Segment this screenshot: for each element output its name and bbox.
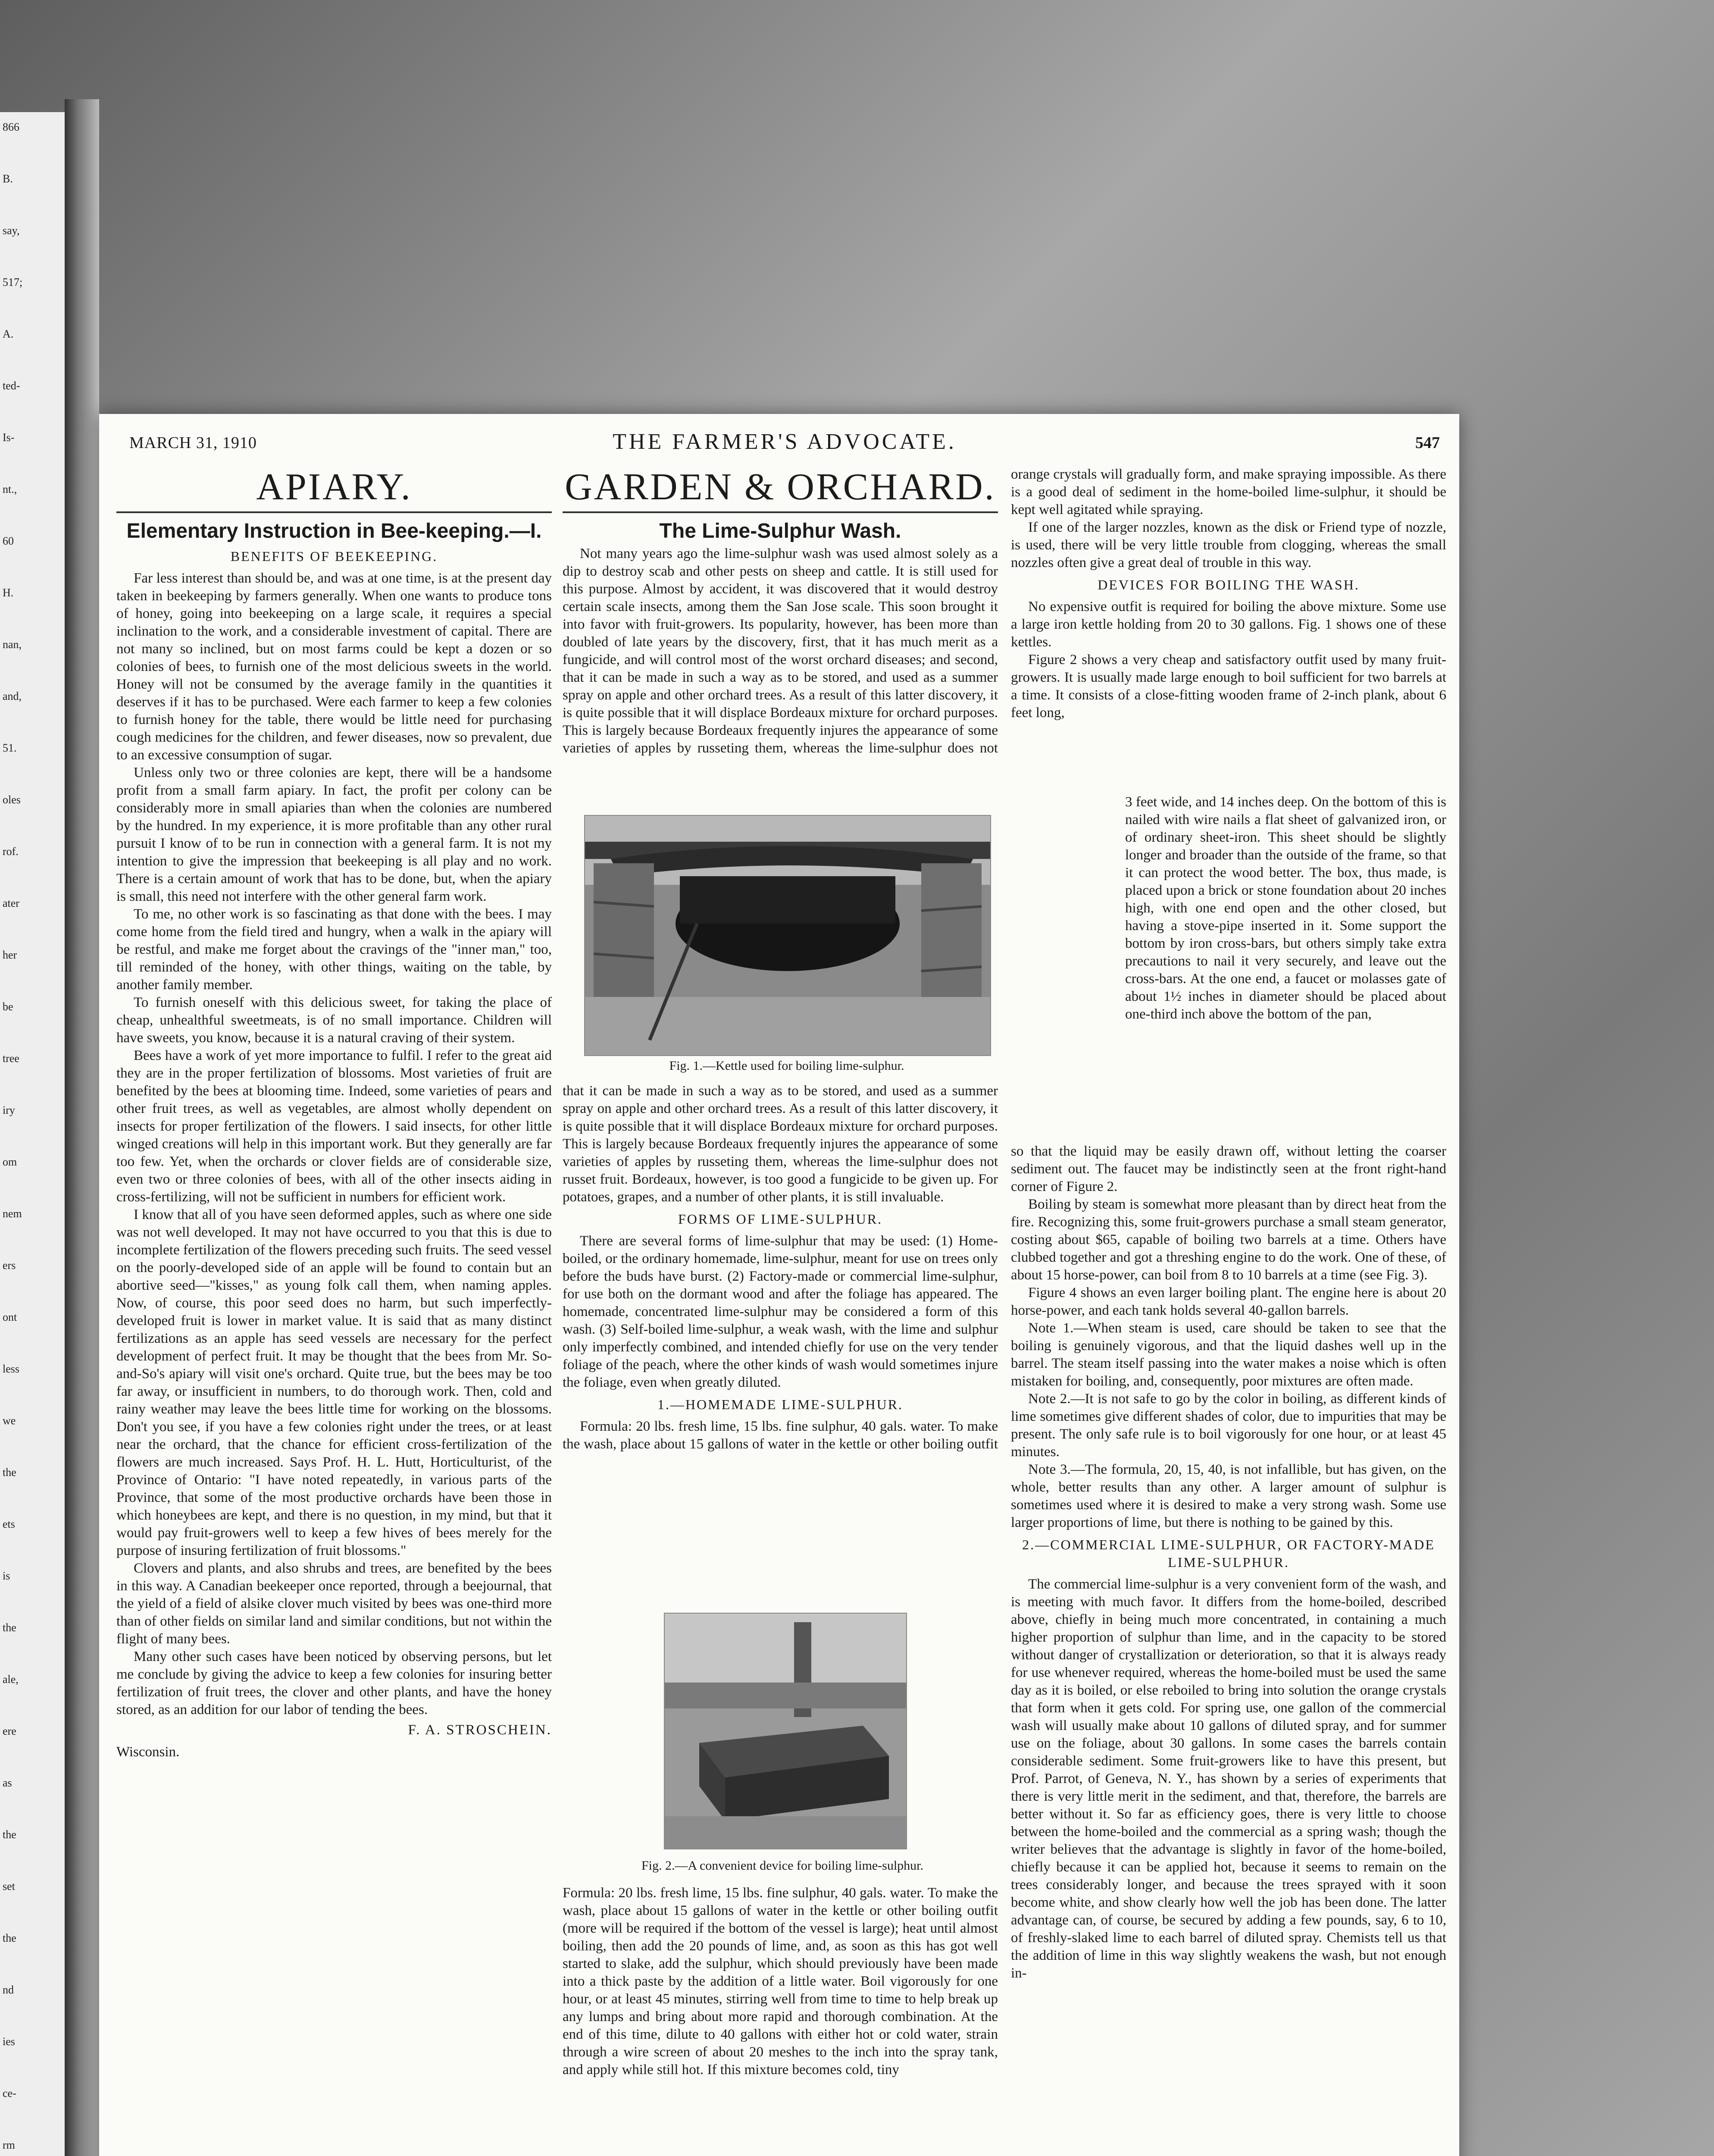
author-signature: F. A. STROSCHEIN. [408,1722,552,1738]
left-page-fragment: iry [3,1104,15,1116]
banner-rule [116,511,552,513]
paragraph: Bees have a work of yet more importance to fulfil. I refer to the great aid they are in the proper fertilization of blossoms. Most varieties of fruit are benefited by the bees at blooming time. Indeed, some varieties of pears and other fruit trees, as well as vegetables, are almost wholly dependent on insects for proper fertilization of the flowers. I said insects, for other little winged creations will help in this important work. But they generally are far too few. Yet, when the orchards or clover fields are of considerable size, even two or three colonies of bees, with all of the other insects aiding in cross-fertilizing, will not be sufficient in numbers for efficient work. [116,1048,552,1205]
subhead-commercial: 2.—COMMERCIAL LIME-SULPHUR, OR FACTORY-MADE LIME-SULPHUR. [1022,1537,1435,1570]
right-column-top [1011,466,1446,722]
left-page-fragment: rm [3,2139,15,2151]
paragraph: Unless only two or three colonies are kept, there will be a handsome profit from a small farm apiary. In fact, the profit per colony can be considerably more in small apiaries than when the colonies are numbered by the hundred. In my experience, it is more profitable than any other rural pursuit I know of to be run in connection with a general farm. It is not my intention to give the impression that beekeeping is all play and no work. There is a certain amount of work that has to be done, but, when the apiary is small, this need not interfere with the other general farm work. [116,765,552,904]
left-page-fragment: ted- [3,379,20,392]
left-page-fragment: the [3,1828,16,1841]
boiling-box-photo-icon [665,1614,906,1849]
author-location: Wisconsin. [116,1744,180,1760]
left-page-fragment: tree [3,1052,19,1065]
left-page-fragment: ater [3,897,19,909]
publication-title: THE FARMER'S ADVOCATE. [613,429,957,454]
issue-date: MARCH 31, 1910 [129,434,257,452]
left-page-fragment: nem [3,1207,22,1220]
paragraph: Far less interest than should be, and was at one time, is at the present day taken in beekeeping by farmers generally. When one wants to produce tons of honey, going into beekeeping on a large scale, it requires a special inclination to the work, and a considerable investment of capital. There are not many so inclined, but on most farms could be kept a dozen or so colonies of bees, to furnish one of the most delicious sweets in the world. Honey will not be consumed by the average family in the quantities it deserves if it has to be purchased. Were each farmer to keep a few colonies to furnish honey for the table, there would be little need for purchasing cough medicines for the children, and fewer diseases, now so prevalent, due to an excessive consumption of sugar. [116,570,552,763]
left-page-fragment: nt., [3,483,17,495]
paragraph-formula: Formula: 20 lbs. fresh lime, 15 lbs. fine sulphur, 40 gals. water. To make the wash, place about 15 gallons of water in the kettle or other boiling outfit (more will be required if the bottom of the vessel is large); heat until almost boiling, then add the 20 pounds of lime, and, as soon as this has got well started to slake, add the sulphur, which should previously have been made into a thick paste by the addition of a little water. Boil vigorously for one hour, or at least 45 minutes, stirring well from time to time to help break up any lumps and bring about more rapid and thorough combination. At the end of this time, dilute to 40 gallons with either hot or cold water, strain through a wire screen of about 20 meshes to the inch into the spray tank, and apply while still hot. If this mixture becomes cold, tiny [563,1885,998,2078]
left-page-fragment: Is- [3,431,15,444]
paragraph-formula-start: Formula: 20 lbs. fresh lime, 15 lbs. fine sulphur, 40 gals. water. To make the wash, place about 15 gallons of water in the kettle or other boiling outfit [563,1419,998,1452]
book-spine [65,99,99,2156]
left-page-fragment: ere [3,1725,16,1737]
left-page-fragment: is [3,1570,10,1582]
subhead-devices: DEVICES FOR BOILING THE WASH. [1098,577,1360,592]
section-banner-garden: GARDEN & ORCHARD. [565,466,996,508]
left-page-fragment: H. [3,586,14,599]
left-page-fragment: 517; [3,276,23,288]
garden-column-top [563,466,998,757]
figure-boiling-box [664,1613,907,1849]
left-page-fragment: oles [3,793,21,806]
left-page-fragment: A. [3,328,14,340]
paragraph: Note 3.—The formula, 20, 15, 40, is not infallible, but has given, on the whole, better results than any other. A larger amount of sulphur is sometimes used where it is desired to make a very strong wash. Some use larger proportions of lime, but there is nothing to be gained by this. [1011,1462,1446,1530]
paragraph: Boiling by steam is somewhat more pleasant than by direct heat from the fire. Recognizing this, some fruit-growers purchase a small steam generator, costing about $65, capable of boiling two barrels at a time. Others have clubbed together and got a threshing engine to do the work. One of these, of about 15 horse-power, can boil from 8 to 10 barrels at a time (see Fig. 3). [1011,1197,1446,1283]
left-page-fragment: rof. [3,845,19,858]
left-page-fragment: the [3,1932,16,1944]
subhead-benefits: BENEFITS OF BEEKEEPING. [230,548,438,564]
left-page-fragment: set [3,1880,15,1893]
paragraph: I know that all of you have seen deformed apples, such as where one side was not well developed. It may not have occurred to you that this is due to incomplete fertilization of the flowers preceding such fruits. The seed vessel on the poorly-developed side of an apple will be found to contain but an abortive seed—"kisses," as young folk call them, when naming apples. Now, of course, this poor seed does no harm, but such imperfectly-developed fruit is lower in market value. It is said that as many distinct fertilizations as an apple has seed vessels are necessary for the perfect development of perfect fruit. It may be thought that the bees from Mr. So-and-So's apiary will visit one's orchard. Quite true, but the bees may be too far away, or insufficient in numbers, to do thorough work. Then, cold and rainy weather may leave the bees little time for working on the blossoms. Don't you see, if you have a few colonies right under the trees, or at least near the orchard, that the chance for efficient cross-fertilization of the flowers are much increased. Says Prof. H. L. Hutt, Horticulturist, of the Province of Ontario: "I have noted repeatedly, in various parts of the Province, that some of the most productive orchards have been those in which honeybees are kept, and there is no question, in my mind, but that it would pay fruit-growers well to keep a few hives of bees merely for the purpose of insuring fertilization of fruit blossoms." [116,1207,552,1558]
paragraph: so that the liquid may be easily drawn off, without letting the coarser sediment out. The faucet may be indistinctly seen at the front right-hand corner of Figure 2. [1011,1144,1446,1194]
subhead-forms: FORMS OF LIME-SULPHUR. [678,1211,883,1227]
left-page-fragment: 866 [3,121,19,133]
paragraph: To furnish oneself with this delicious sweet, for taking the place of cheap, unhealthful sweetmeats, is of no small importance. Children will have sweets, you know, because it is a natural craving of their system. [116,995,552,1046]
paragraph: To me, no other work is so fascinating as that done with the bees. I may come home from the field tired and hungry, when a walk in the apiary will be restful, and make me forget about the cravings of the "inner man," too, till reminded of the honey, with other things, waiting on the table, by another family member. [116,906,552,993]
page-number: 547 [1415,434,1440,452]
article-title-bees: Elementary Instruction in Bee-keeping.—I. [126,520,542,542]
paragraph: Note 2.—It is not safe to go by the color in boiling, as different kinds of lime sometimes give different shades of color, due to impurities that may be present. The only safe rule is to boil vigorously for one hour, or at least 45 minutes. [1011,1391,1446,1460]
paragraph: Note 1.—When steam is used, care should be taken to see that the boiling is genuinely vigorous, and that the liquid dashes well up in the barrel. The steam itself passing into the water makes a noise which is often mistaken for boiling, and, consequently, poor mixtures are often made. [1011,1320,1446,1389]
right-column-bottom [1011,1143,1446,1982]
left-page-fragment: and, [3,690,22,702]
intro-paragraph-start: Not many years ago the lime-sulphur wash was used almost solely as a dip to destroy scab and other pests on sheep and cattle. It is still used for this purpose. Almost by accident, it was discovered that it would destroy certain scale insects, among them the San Jose scale. This soon brought it into favor with fruit-growers. Its popularity, however, has been more than doubled of late years by the discovery, first, that it has much merit as a fungicide, and will control most of the worst orchard diseases; and second, that it can be made in such a way as to be stored, and used as a summer spray on apple and other orchard trees. As a result of this latter discovery, it is quite possible that it will displace Bordeaux mixture for orchard purposes. This is largely because Bordeaux frequently injures the appearance of some varieties of apples by russeting them, whereas the lime-sulphur does not [563,546,998,756]
right-column-narrow [1125,793,1446,1023]
newspaper-page [99,414,1459,2156]
paragraph: Clovers and plants, and also shrubs and trees, are benefited by the bees in this way. A Canadian beekeeper once reported, through a beejournal, that the yield of a field of alsike clover much visited by bees was one-third more than of other fields on similar land and similar conditions, but not within the flight of many bees. [116,1561,552,1647]
section-banner-apiary: APIARY. [256,466,412,508]
garden-column-middle [563,1082,998,1453]
kettle-photo-icon [585,816,990,1055]
paragraph: 3 feet wide, and 14 inches deep. On the bottom of this is nailed with wire nails a flat sheet of galvanized iron, or of ordinary sheet-iron. This sheet should be slightly longer and broader than the outside of the frame, so that it can protect the wood better. The box, thus made, is placed upon a brick or stone foundation about 20 inches high, with one end open and the other closed, but having a stove-pipe inserted in it. Some support the bottom by iron cross-bars, but others simply take extra precautions to nail it very securely, and leave out the cross-bars. At the one end, a faucet or molasses gate of about 1½ inches in diameter should be placed about one-third inch above the bottom of the pan, [1125,794,1446,1022]
paragraph: The commercial lime-sulphur is a very convenient form of the wash, and is meeting with much favor. It differs from the home-boiled, described above, chiefly in being much more concentrated, in containing a much higher proportion of sulphur than lime, and in the capacity to be stored without danger of crystallization or deterioration, so that it is always ready for use whenever required, whereas the home-boiled must be used the same day as it is boiled, or else reboiled to bring into solution the orange crystals that form when it gets cold. For spring use, one gallon of the commercial wash will usually make about 10 gallons of diluted spray, and for summer use on the foliage, about 30 gallons. In some cases the barrels contain considerable sediment. Some fruit-growers like to have this present, but Prof. Parrot, of Geneva, N. Y., has shown by a series of experiments that there is very little merit in the sediment, and that, therefore, the barrels are better without it. So far as efficiency goes, there is very little to choose between the home-boiled and the commercial as a spring wash; though the writer believes that the advantage is slightly in favor of the home-boiled, chiefly because it can be applied hot, because it seems to remain on the trees considerably longer, and because the trees sprayed with it soon become white, and show clearly how well the job has been done. The latter advantage can, of course, be secured by adding a few pounds, say, 6 to 10, of freshly-slaked lime to each barrel of diluted spray. Chemists tell us that the addition of lime in this way slightly weakens the wash, but not enough in- [1011,1576,1446,1981]
left-page-fragment: ies [3,2035,15,2048]
left-page-fragment: say, [3,224,20,237]
left-page-fragment: nan, [3,638,22,651]
previous-page-fragment [0,112,65,2156]
left-page-fragment: B. [3,172,13,185]
left-page-fragment: 60 [3,535,14,547]
left-page-fragment: ets [3,1518,15,1530]
left-page-fragment: om [3,1156,17,1168]
figure-1-caption: Fig. 1.—Kettle used for boiling lime-sulphur. [669,1059,904,1073]
article-title-lime-sulphur: The Lime-Sulphur Wash. [659,520,901,542]
left-page-fragment: nd [3,1984,14,1996]
paragraph: orange crystals will gradually form, and make spraying impossible. As there is a good deal of sediment in the home-boiled lime-sulphur, it should be kept well agitated while spraying. [1011,467,1446,517]
left-page-fragment: less [3,1363,19,1375]
left-page-fragment: the [3,1621,16,1634]
intro-paragraph-continued: that it can be made in such a way as to be stored, and used as a summer spray on apple and other orchard trees. As a result of this latter discovery, it is quite possible that it will displace Bordeaux mixture for orchard purposes. This is largely because Bordeaux frequently injures the appearance of some varieties of apples by russeting them, whereas the lime-sulphur does not russet fruit. Bordeaux, however, is too good a fungicide to be given up. For potatoes, grapes, and a number of other plants, it is still invaluable. [563,1083,998,1205]
paragraph: Figure 2 shows a very cheap and satisfactory outfit used by many fruit-growers. It is usually made large enough to boil sufficient for two barrels at a time. It consists of a close-fitting wooden frame of 2-inch plank, about 6 feet long, [1011,652,1446,721]
page-header [129,429,1440,459]
banner-rule [563,511,998,513]
paragraph: No expensive outfit is required for boiling the above mixture. Some use a large iron kettle holding from 20 to 30 gallons. Fig. 1 shows one of these kettles. [1011,599,1446,650]
garden-column-bottom [563,1884,998,2079]
left-page-fragment: her [3,949,17,961]
figure-kettle [584,815,991,1056]
left-page-fragment: ale, [3,1673,19,1686]
figure-2-caption: Fig. 2.—A convenient device for boiling lime-sulphur. [641,1858,924,1873]
paragraph: Many other such cases have been noticed by observing persons, but let me conclude by giving the advice to keep a few colonies for insuring better fertilization of fruit trees, the clover and other plants, and have the honey stored, as an addition for our labor of tending the bees. [116,1649,552,1717]
left-page-fragment: as [3,1777,12,1789]
apiary-column [116,466,552,1761]
paragraph: If one of the larger nozzles, known as the disk or Friend type of nozzle, is used, there will be very little trouble from clogging, whereas the small nozzles often give a great deal of trouble in this way. [1011,520,1446,570]
left-page-fragment: ers [3,1259,16,1272]
subhead-homemade: 1.—HOMEMADE LIME-SULPHUR. [657,1397,904,1412]
paragraph: Figure 4 shows an even larger boiling plant. The engine here is about 20 horse-power, and each tank holds several 40-gallon barrels. [1011,1285,1446,1318]
left-page-fragment: be [3,1000,13,1013]
left-page-fragment: we [3,1414,16,1427]
left-page-fragment: the [3,1466,16,1479]
paragraph-forms: There are several forms of lime-sulphur that may be used: (1) Home-boiled, or the ordinary homemade, lime-sulphur, meant for use on trees only before the buds have burst. (2) Factory-made or commercial lime-sulphur, for use both on the dormant wood and after the foliage has appeared. The homemade, concentrated lime-sulphur may be considered a form of this wash. (3) Self-boiled lime-sulphur, a weak wash, with the lime and sulphur only imperfectly combined, and intended chiefly for use on the very tender foliage of the peach, where the other kinds of wash would sometimes injure the foliage, even when greatly diluted. [563,1233,998,1390]
left-page-fragment: 51. [3,742,17,754]
left-page-fragment: ce- [3,2087,16,2100]
left-page-fragment: ont [3,1311,17,1323]
